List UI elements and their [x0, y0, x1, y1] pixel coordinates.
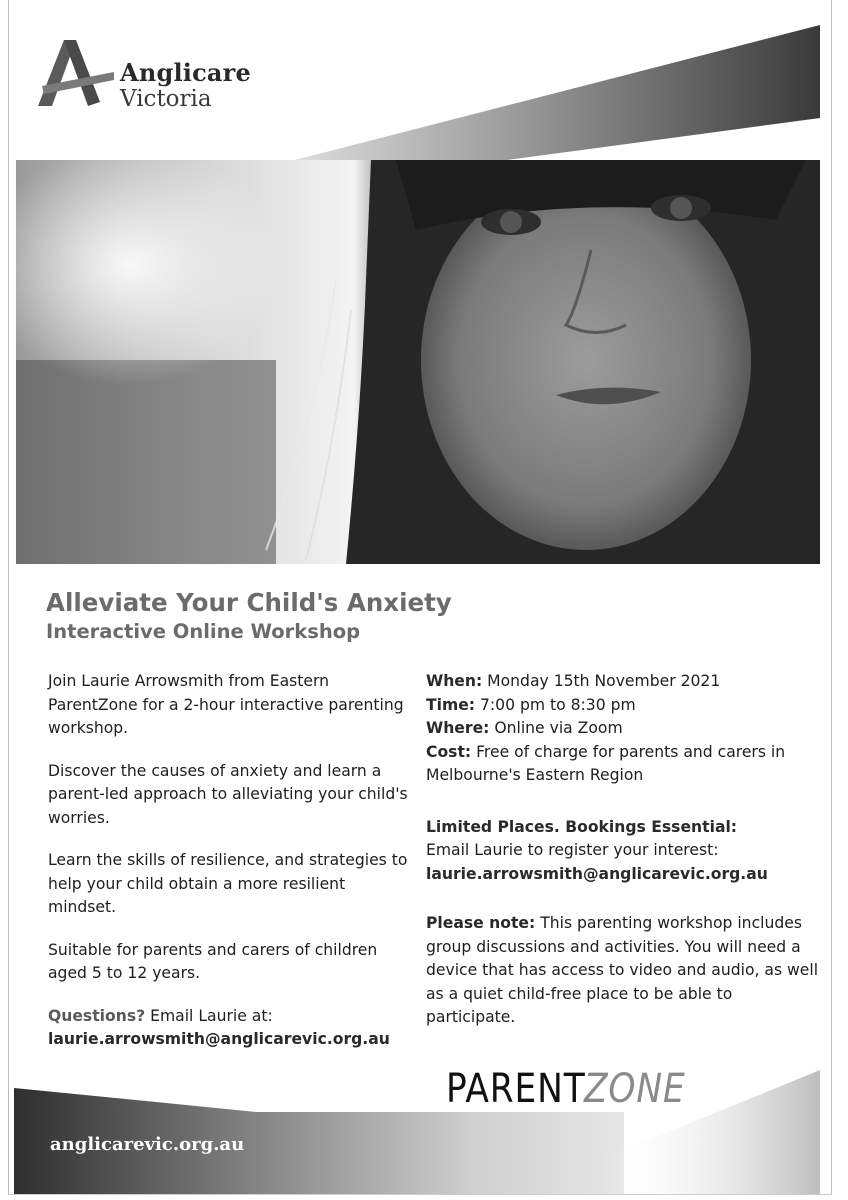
skills-paragraph: Learn the skills of resilience, and strategies to help your child obtain a more resilient mindset.	[48, 851, 408, 916]
when-line	[426, 670, 826, 694]
brand-name: Anglicare	[120, 58, 251, 87]
page-title: Alleviate Your Child's Anxiety	[46, 588, 452, 617]
intro-paragraph: Join Laurie Arrowsmith from Eastern ParentZone for a 2-hour interactive parenting workshop.	[48, 672, 404, 737]
causes-paragraph: Discover the causes of anxiety and learn a parent-led approach to alleviating your child's worries.	[48, 761, 408, 827]
when-label: When:	[426, 672, 483, 690]
questions-email-link[interactable]: laurie.arrowsmith@anglicarevic.org.au	[48, 1030, 390, 1048]
cost-label: Cost:	[426, 742, 472, 761]
register-text: Email Laurie to register your interest:	[426, 841, 719, 859]
questions-label: Questions?	[48, 1006, 146, 1025]
questions-paragraph	[48, 1005, 418, 1052]
brand-region: Victoria	[120, 86, 212, 112]
limited-places: Limited Places. Bookings Essential:	[426, 817, 738, 836]
where-value: Online via Zoom	[489, 719, 623, 737]
parentzone-word-zone: ZONE	[584, 1066, 686, 1112]
booking-paragraph	[426, 816, 826, 887]
parentzone-logo	[446, 1066, 702, 1120]
when-value: Monday 15th November 2021	[482, 672, 721, 690]
footer-website-link[interactable]: anglicarevic.org.au	[50, 1134, 245, 1155]
suitable-paragraph: Suitable for parents and carers of children aged 5 to 12 years.	[48, 940, 378, 982]
time-value: 7:00 pm to 8:30 pm	[475, 695, 636, 714]
cost-line	[426, 741, 826, 788]
time-line	[426, 694, 826, 718]
note-label: Please note:	[426, 914, 536, 932]
where-line	[426, 717, 826, 741]
anglicare-a-logo-icon	[36, 36, 116, 116]
heading-block	[46, 588, 806, 646]
anglicare-logo	[36, 36, 266, 116]
right-column	[426, 670, 826, 1049]
left-column	[48, 670, 418, 1052]
cost-value: Free of charge for parents and carers in Melbourne's Eastern Region	[426, 742, 786, 784]
where-label: Where:	[426, 719, 490, 737]
bottom-decor-band	[0, 1060, 848, 1200]
note-text: This parenting workshop includes group discussions and activities. You will need a device that has access to video and audio, as well as a quiet child-free place to be able to participate.	[426, 914, 819, 1026]
parentzone-word-parent: PARENT	[446, 1066, 586, 1112]
register-email-link[interactable]: laurie.arrowsmith@anglicarevic.org.au	[426, 864, 768, 883]
questions-text: Email Laurie at:	[145, 1006, 273, 1025]
time-label: Time:	[426, 695, 476, 714]
page-subtitle: Interactive Online Workshop	[46, 620, 361, 643]
girl-portrait-photo	[16, 160, 820, 564]
note-paragraph	[426, 912, 826, 1030]
